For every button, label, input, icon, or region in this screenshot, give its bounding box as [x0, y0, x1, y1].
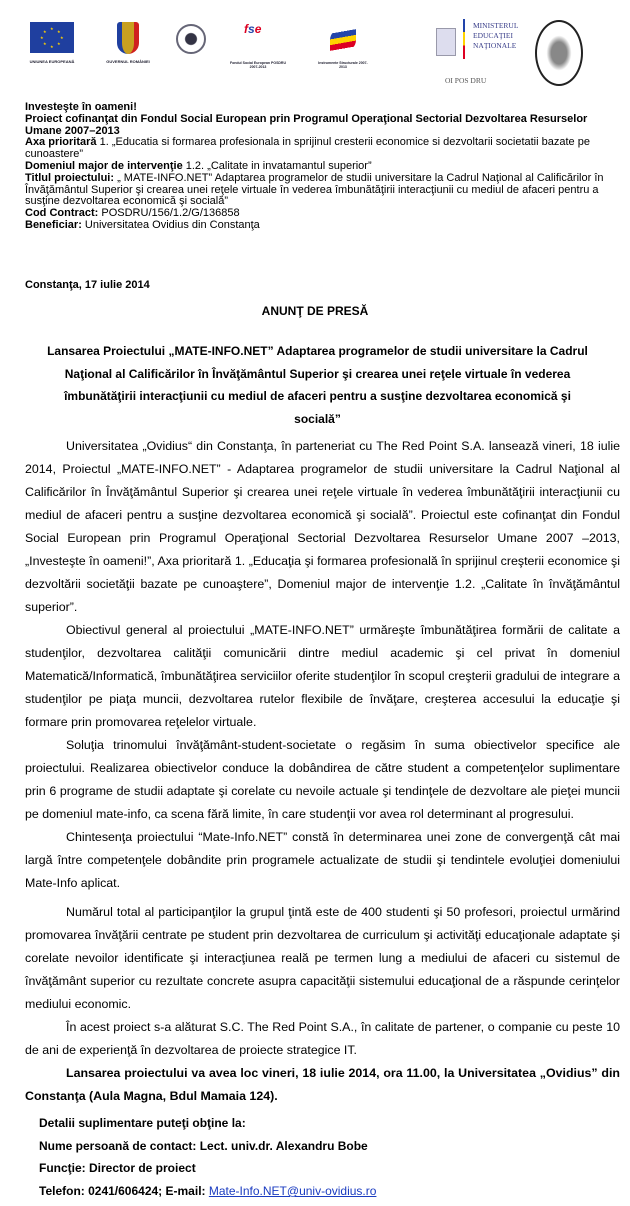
contact-intro: Detalii suplimentare puteţi obţine la:	[39, 1116, 246, 1130]
structural-instruments-logo	[330, 28, 356, 52]
paragraph: Numărul total al participanţilor la grupul ţintă este de 400 studenti şi 50 profesori, proiectul urmărind promovarea învăţării centrate pe student prin dezvoltarea de curriculum şi activităţi educaţionale adaptate şi corelate nevoilor identificate şi interacţiunea reală pe termen lung a mediului de afaceri cu sistemul de învăţământ superior cu rezultate concrete asupra capacităţii sistemului educaţional de a răspunde cerinţelor mediului economic.	[25, 905, 620, 1011]
press-release-body	[25, 435, 620, 1108]
ministry-label: MINISTERUL EDUCAŢIEI NAŢIONALE	[473, 21, 519, 50]
paragraph: Obiectivul general al proiectului „MATE-INFO.NET” urmăreşte îmbunătăţirea formării de calitate a studenţilor, dezvoltarea calităţii comunicării dintre mediul academic şi cel privat în domeniul Matematică/Informatică, îmbunătăţirea serviciilor oferite studenţilor în scopul creşterii gradului de integrare a studenţilor pe piaţa muncii, dezvoltarea rutelor flexibile de învăţare, creşterea accesului la educaţie şi formare prin promovarea reţelelor virtuale.	[25, 623, 620, 729]
eu-flag-logo: ★ ★ ★ ★ ★ ★ ★ ★	[30, 22, 74, 53]
beneficiary: Beneficiar: Universitatea Ovidius din Constanţa	[25, 218, 260, 231]
paragraph: Soluţia trinomului învăţământ-student-societate o regăsim în suma obiectivelor specifice ale proiectului. Realizarea obiectivelor conduce la dobândirea de către student a competenţelor suplimentare prin 6 programe de studii adaptate şi corelate cu nevoile actuale şi tendinţele de dezvoltare ale pieţei muncii pe domeniul mate-info, ca scena fără limite, în care studenţii vor avea rol determinant al progresului.	[25, 738, 620, 821]
document-date: Constanţa, 17 iulie 2014	[25, 279, 150, 291]
tricolor-bar	[463, 19, 465, 59]
project-header	[25, 102, 620, 232]
logo-bar	[0, 0, 630, 90]
priority-axis: Axa prioritară 1. „Educatia si formarea profesionala in sprijinul cresterii economice si dezvoltarii societatii bazate pe cunoastere”	[25, 136, 590, 161]
project-title: Titlul proiectului: „ MATE-INFO.NET” Adaptarea programelor de studii universitare la Cadrul Naţional al Calificărilor în Învăţământul Superior şi crearea unei reţele virtuale în vederea îmbunătăţirii interacţiunii cu mediul de afaceri pentru a susţine dezvoltarea economică şi socială”	[25, 171, 604, 208]
paragraph: Chintesenţa proiectului “Mate-Info.NET” constă în determinarea unei zone de convergenţă cât mai largă între competenţele dobândite prin programele actualizate de studii şi tendintele evoluţiei domeniului Mate-Info aplicat.	[25, 830, 620, 890]
cofinancing-line: Proiect cofinanţat din Fondul Social European prin Programul Operaţional Sectorial Dezvoltarea Resurselor Umane 2007–2013	[25, 112, 588, 137]
eu-label: UNIUNEA EUROPEANĂ	[29, 59, 75, 64]
fse-logo: fse	[244, 22, 262, 36]
intervention-domain: Domeniul major de intervenţie 1.2. „Calitate in invatamantul superior”	[25, 159, 372, 172]
ministry-crest-logo	[436, 28, 456, 56]
contact-phone: Telefon: 0241/606424; E-mail:	[39, 1184, 209, 1199]
oi-pos-dru-label: OI POS DRU	[445, 76, 487, 85]
contact-person: Nume persoană de contact: Lect. univ.dr. Alexandru Bobe	[39, 1138, 368, 1153]
email-link[interactable]: Mate-Info.NET@univ-ovidius.ro	[208, 1184, 377, 1199]
press-release-title: ANUNŢ DE PRESĂ	[261, 304, 369, 318]
paragraph: În acest proiect s-a alăturat S.C. The Red Point S.A., în calitate de partener, o companie cu peste 10 de ani de experienţă în dezvoltarea de proiecte strategice IT.	[25, 1020, 620, 1057]
government-label: GUVERNUL ROMÂNIEI	[106, 59, 150, 64]
fse-label: Fondul Social European POSDRU 2007-2013	[229, 61, 286, 69]
romania-coat-of-arms-logo	[117, 22, 139, 54]
university-seal-logo	[535, 20, 583, 86]
structural-instruments-label: Instrumente Structurale 2007-2013	[318, 61, 368, 69]
launch-announcement: Lansarea proiectului va avea loc vineri, 18 iulie 2014, ora 11.00, la Universitatea „Ovidius” din Constanţa (Aula Magna, Bdul Mamaia 124).	[25, 1066, 620, 1103]
contact-role: Funcţie: Director de proiect	[39, 1161, 196, 1176]
press-release-subtitle: Lansarea Proiectului „MATE-INFO.NET” Adaptarea programelor de studii universitare la Cadrul Naţional al Calificărilor în Învăţământul Superior şi crearea unei reţele virtuale în vederea îmbunătăţirii interacţiunii cu mediul de afaceri pentru a susţine dezvoltarea economică şi socială”	[47, 344, 588, 426]
contact-details	[39, 1112, 376, 1203]
contract-code: Cod Contract: POSDRU/156/1.2/G/136858	[25, 207, 240, 220]
paragraph: Universitatea „Ovidius“ din Constanţa, în parteneriat cu The Red Point S.A. lansează vineri, 18 iulie 2014, Proiectul „MATE-INFO.NET” - Adaptarea programelor de studii universitare la Cadrul Naţional al Calificărilor în Învăţământul Superior şi crearea unei reţele virtuale în vederea îmbunătăţirii interacţiunii cu mediul de afaceri pentru a susţine dezvoltarea economică şi socială”. Proiectul este cofinanţat din Fondul Social European prin Programul Operaţional Sectorial Dezvoltarea Resurselor Umane 2007 –2013, „Investeşte în oameni!”, Axa prioritară 1. „Educaţia şi formarea profesională în sprijinul creşterii economice şi dezvoltării societăţii bazate pe cunoaştere”, Domeniul major de intervenţie 1.2. „Calitate în învăţământul superior”.	[25, 439, 620, 614]
slogan: Investeşte în oameni!	[25, 101, 137, 113]
seal-logo	[176, 24, 206, 54]
